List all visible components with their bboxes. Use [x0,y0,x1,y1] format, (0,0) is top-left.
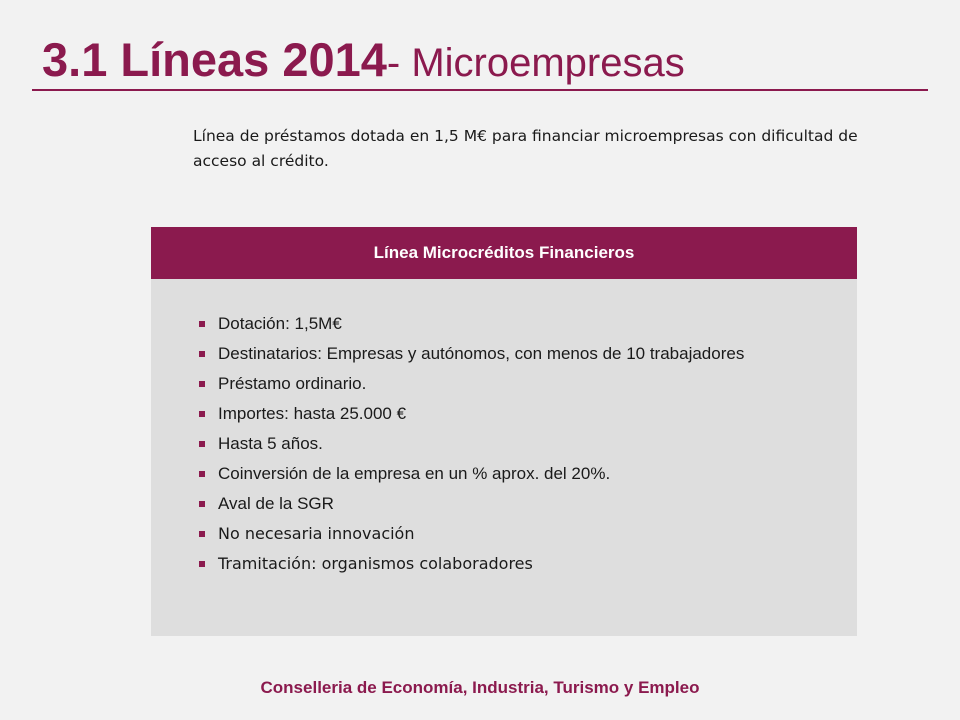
list-item-text: Destinatarios: Empresas y autónomos, con menos de 10 trabajadores [218,344,745,363]
info-box-header: Línea Microcréditos Financieros [151,227,857,279]
footer-organization: Conselleria de Economía, Industria, Turismo y Empleo [260,678,700,697]
title-main: 3.1 Líneas 2014 [42,33,387,86]
square-bullet-icon [199,471,205,477]
list-item [199,433,819,455]
bullet-list [199,313,819,583]
square-bullet-icon [199,441,205,447]
list-item-text: Tramitación: organismos colaboradores [218,554,533,573]
list-item-text: Hasta 5 años. [218,434,323,453]
list-item-text: No necesaria innovación [218,524,415,543]
list-item-text: Aval de la SGR [218,494,334,513]
list-item [199,553,819,575]
square-bullet-icon [199,531,205,537]
list-item [199,523,819,545]
list-item-text: Coinversión de la empresa en un % aprox. del 20%. [218,464,611,483]
list-item [199,403,819,425]
square-bullet-icon [199,561,205,567]
info-box [151,227,857,636]
list-item-text: Importes: hasta 25.000 € [218,404,407,423]
square-bullet-icon [199,411,205,417]
list-item [199,343,819,365]
page-title [42,33,685,86]
list-item [199,373,819,395]
square-bullet-icon [199,351,205,357]
list-item-text: Dotación: 1,5M€ [218,314,342,333]
intro-paragraph: Línea de préstamos dotada en 1,5 M€ para financiar microempresas con dificultad de acceso al crédito. [193,127,858,170]
square-bullet-icon [199,501,205,507]
list-item [199,463,819,485]
square-bullet-icon [199,381,205,387]
list-item [199,313,819,335]
title-divider [32,89,928,91]
list-item-text: Préstamo ordinario. [218,374,367,393]
square-bullet-icon [199,321,205,327]
list-item [199,493,819,515]
title-subtitle: - Microempresas [386,41,685,85]
